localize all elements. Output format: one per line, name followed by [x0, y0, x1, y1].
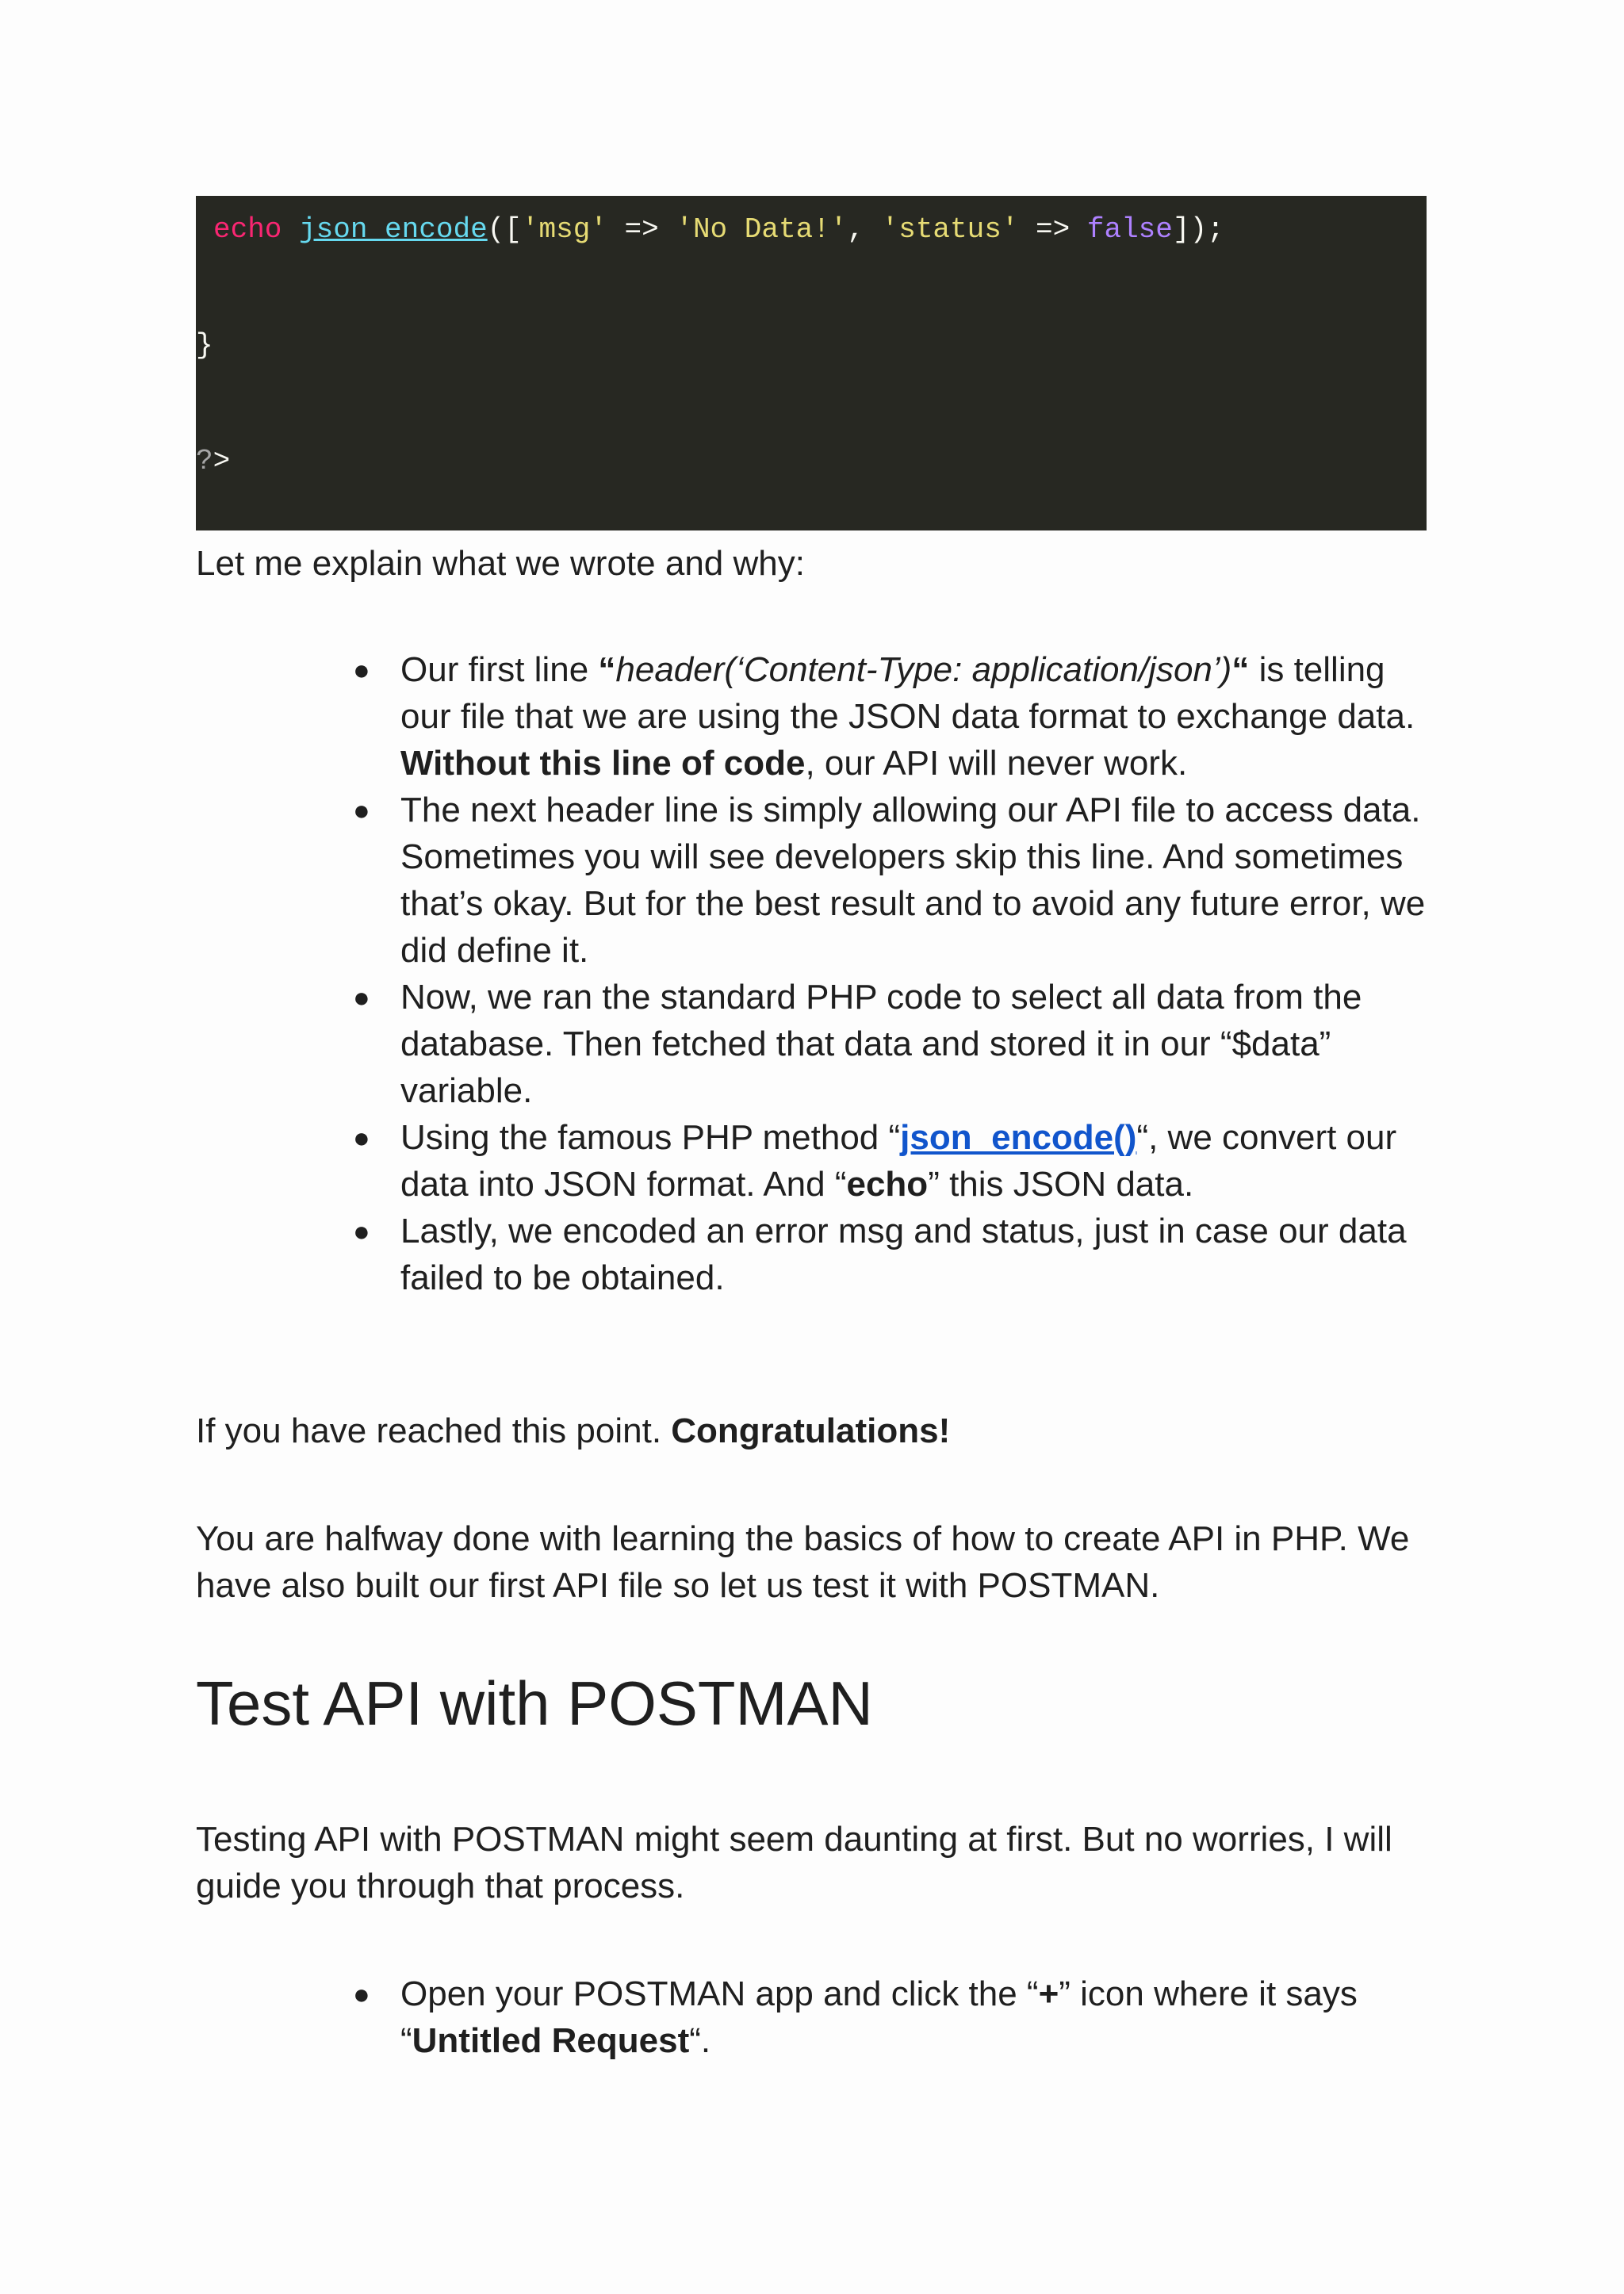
item-text: Our first line: [400, 650, 599, 689]
json-encode-link[interactable]: json_encode(): [900, 1118, 1137, 1157]
item-text: ” this JSON data.: [928, 1165, 1194, 1204]
item-bold-text: Without this line of code: [400, 744, 806, 783]
code-block: [196, 196, 1427, 530]
bullet-icon: ●: [353, 653, 370, 686]
code-punct: ([: [487, 213, 522, 246]
list-item: [196, 974, 1433, 1114]
item-code-text: header(‘Content-Type: application/json’): [615, 650, 1232, 689]
postman-steps-list: [196, 1970, 1433, 2064]
code-punct: ,: [847, 213, 882, 246]
code-punct: ]);: [1172, 213, 1224, 246]
item-text: ” icon where it says “: [400, 1974, 1358, 2060]
code-function: json_encode: [299, 213, 488, 246]
bullet-icon: ●: [353, 794, 370, 826]
code-operator: =>: [607, 213, 676, 246]
quote-mark: “: [1231, 650, 1250, 689]
list-item: [196, 787, 1433, 974]
bullet-icon: ●: [353, 1215, 370, 1247]
list-item: [196, 1970, 1433, 2064]
bullet-icon: ●: [353, 981, 370, 1013]
code-string: 'No Data!': [676, 213, 848, 246]
code-line-echo: [213, 213, 1224, 247]
code-line-brace: }: [196, 329, 213, 362]
congrats-text: If you have reached this point.: [196, 1411, 672, 1450]
item-bold-text: echo: [846, 1165, 929, 1204]
list-item: [196, 1114, 1433, 1208]
list-item: [196, 646, 1433, 787]
item-text: The next header line is simply allowing our API file to access data. Sometimes you will see developers skip this line. And sometimes that’s okay. But for the best result and to avoid any future error, we did define it.: [400, 791, 1426, 970]
intro-paragraph: Let me explain what we wrote and why:: [196, 544, 805, 583]
bullet-icon: ●: [353, 1121, 370, 1154]
code-keyword: echo: [213, 213, 282, 246]
item-text: “.: [689, 2021, 711, 2060]
code-line-php-close: [196, 445, 230, 478]
congrats-bold-text: Congratulations!: [671, 1411, 951, 1450]
plus-icon-text: +: [1038, 1974, 1059, 2013]
code-operator: =>: [1018, 213, 1087, 246]
item-text: Lastly, we encoded an error msg and status, just in case our data failed to be obtained.: [400, 1212, 1407, 1297]
congrats-paragraph: [196, 1407, 1433, 1454]
item-text: “, we convert our data into JSON format. And “: [400, 1118, 1397, 1204]
item-bold-text: Untitled Request: [412, 2021, 690, 2060]
section-heading: Test API with POSTMAN: [196, 1668, 873, 1738]
halfway-paragraph: You are halfway done with learning the basics of how to create API in PHP. We have also built our first API file so let us test it with POSTMAN.: [196, 1519, 1410, 1605]
code-string: 'msg': [521, 213, 607, 246]
explain-list: [196, 646, 1433, 1301]
list-item: [196, 1208, 1433, 1301]
item-text: Open your POSTMAN app and click the “: [400, 1974, 1039, 2013]
bullet-icon: ●: [353, 1978, 370, 2010]
quote-mark: “: [598, 650, 616, 689]
testing-paragraph: Testing API with POSTMAN might seem daunting at first. But no worries, I will guide you through that process.: [196, 1820, 1392, 1905]
code-boolean: false: [1086, 213, 1173, 246]
code-punct: >: [213, 445, 231, 477]
item-text: Using the famous PHP method “: [400, 1118, 901, 1157]
item-text: is telling our file that we are using the JSON data format to exchange data.: [400, 650, 1415, 736]
item-text: , our API will never work.: [805, 744, 1188, 783]
code-punct: ?: [196, 445, 213, 477]
code-string: 'status': [881, 213, 1019, 246]
item-text: Now, we ran the standard PHP code to select all data from the database. Then fetched that data and stored it in our “$data” variable.: [400, 978, 1362, 1110]
